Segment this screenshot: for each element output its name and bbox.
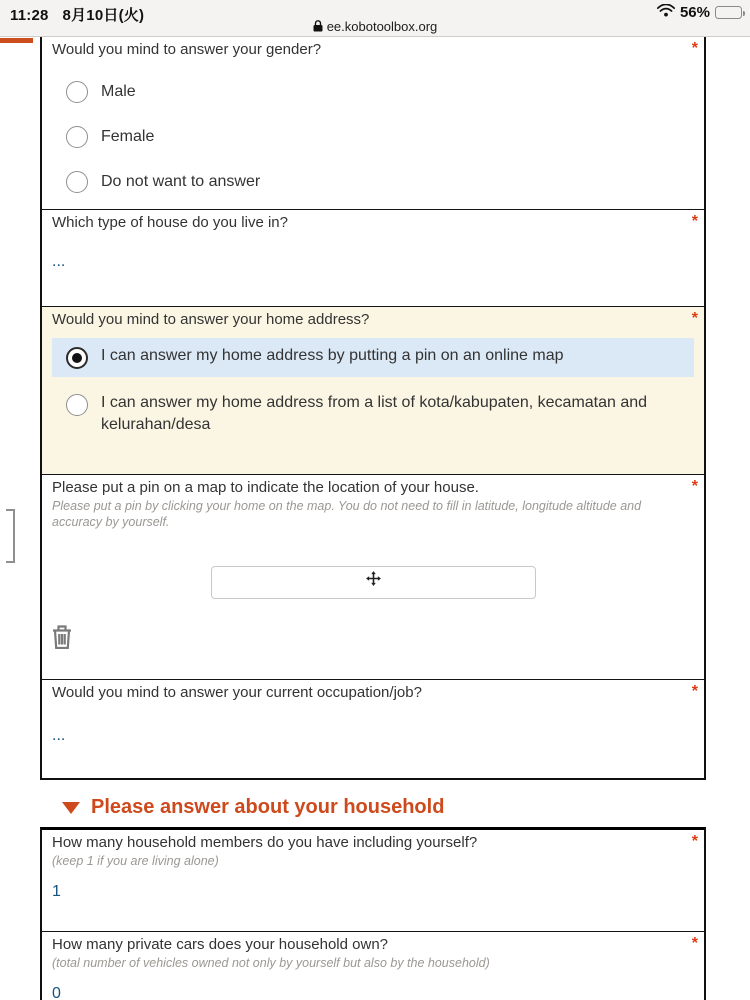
question-label: Please put a pin on a map to indicate the location of your house.	[52, 479, 479, 496]
question-label: Would you mind to answer your home address?	[52, 311, 370, 328]
question-household-members	[42, 830, 704, 931]
question-hint: Please put a pin by clicking your home on the map. You do not need to fill in latitude, longitude altitude and accuracy by yourself.	[52, 499, 642, 529]
enketo-form	[40, 37, 706, 1000]
select-placeholder[interactable]: ...	[52, 727, 66, 744]
question-gender	[42, 37, 704, 209]
radio-label: Do not want to answer	[101, 173, 261, 190]
question-label: Which type of house do you live in?	[52, 214, 288, 231]
number-input-value[interactable]: 1	[52, 883, 61, 900]
question-occupation	[42, 679, 704, 778]
triangle-down-icon	[62, 802, 80, 814]
required-asterisk: *	[691, 40, 698, 57]
required-asterisk: *	[691, 310, 698, 327]
required-asterisk: *	[691, 833, 698, 850]
section-header-household[interactable]	[62, 796, 706, 819]
question-group-top	[40, 37, 706, 780]
address-bar[interactable]	[0, 19, 750, 35]
radio-button[interactable]	[66, 81, 88, 103]
battery-icon	[715, 6, 742, 19]
question-house-type	[42, 209, 704, 306]
question-label: How many private cars does your household own?	[52, 936, 389, 953]
question-home-address	[42, 306, 704, 474]
required-asterisk: *	[691, 935, 698, 952]
required-asterisk: *	[691, 478, 698, 495]
radio-option-address-list[interactable]	[52, 385, 694, 444]
radio-button[interactable]	[66, 126, 88, 148]
radio-option-male[interactable]	[66, 79, 694, 105]
question-private-cars	[42, 931, 704, 1000]
radio-button-selected[interactable]	[66, 347, 88, 369]
question-hint: (total number of vehicles owned not only by yourself but also by the household)	[52, 956, 490, 970]
scroll-bracket	[6, 509, 15, 563]
radio-label: I can answer my home address by putting a pin on an online map	[101, 347, 564, 364]
radio-option-no-answer[interactable]	[66, 169, 694, 195]
question-hint: (keep 1 if you are living alone)	[52, 854, 219, 868]
safari-chrome	[0, 0, 750, 37]
question-label: Would you mind to answer your current occupation/job?	[52, 684, 422, 701]
required-asterisk: *	[691, 683, 698, 700]
radio-label: Female	[101, 128, 155, 145]
question-label: How many household members do you have including yourself?	[52, 834, 478, 851]
form-progress-bar	[0, 38, 33, 43]
trash-icon	[52, 637, 72, 652]
question-map-pin	[42, 474, 704, 679]
crosshair-move-icon	[365, 575, 382, 590]
url-text: ee.kobotoolbox.org	[326, 19, 438, 34]
number-input-value[interactable]: 0	[52, 985, 61, 1000]
clock-date: 8月10日(火)	[62, 7, 145, 24]
required-asterisk: *	[691, 213, 698, 230]
select-placeholder[interactable]: ...	[52, 253, 66, 270]
radio-label: Male	[101, 83, 136, 100]
radio-button[interactable]	[66, 171, 88, 193]
section-title: Please answer about your household	[91, 796, 445, 818]
radio-option-pin-map[interactable]	[52, 338, 694, 377]
question-group-household	[40, 827, 706, 1000]
question-label: Would you mind to answer your gender?	[52, 41, 322, 58]
radio-button[interactable]	[66, 394, 88, 416]
battery-percent: 56%	[679, 4, 710, 21]
delete-pin-button[interactable]	[52, 625, 72, 652]
lock-icon	[313, 20, 323, 35]
detect-location-button[interactable]	[211, 566, 536, 599]
radio-label: I can answer my home address from a list of kota/kabupaten, kecamatan and kelurahan/desa	[101, 394, 648, 433]
clock-time: 11:28	[10, 7, 49, 24]
radio-option-female[interactable]	[66, 124, 694, 150]
